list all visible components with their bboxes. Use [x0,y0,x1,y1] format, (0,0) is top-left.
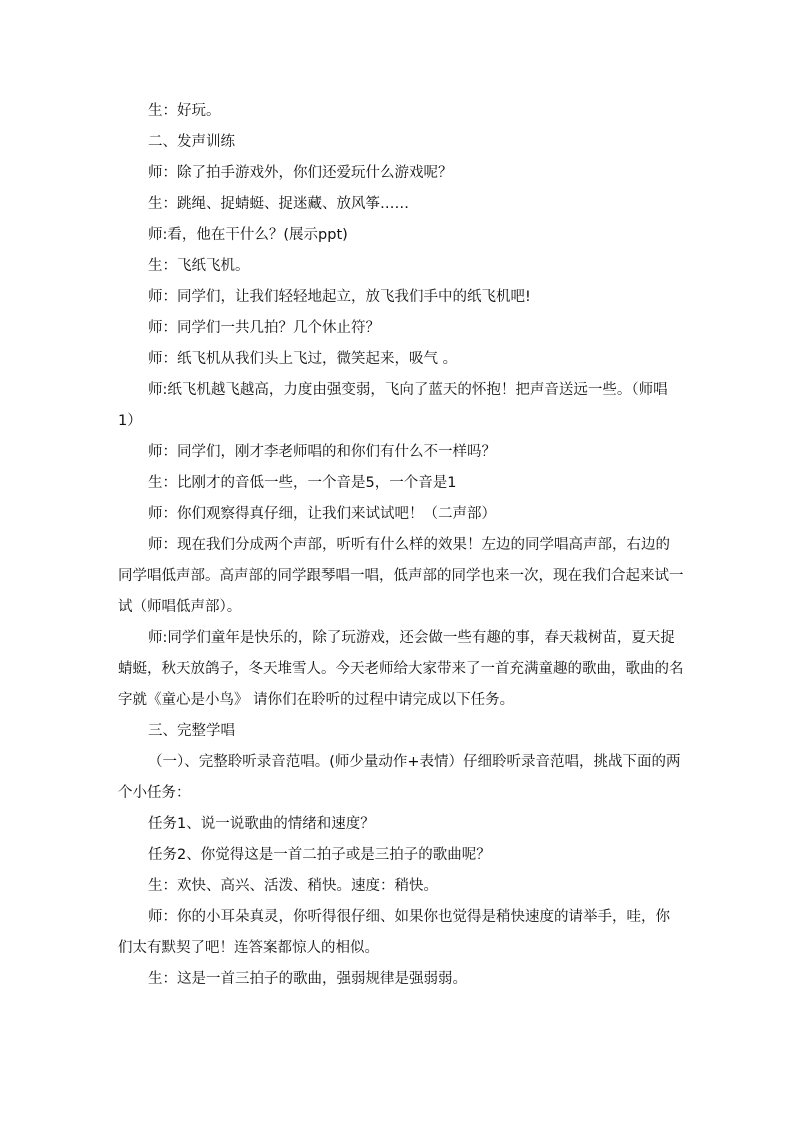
paragraph-teacher-try: 师：你们观察得真仔细，让我们来试试吧！（二声部） [148,506,496,522]
paragraph-task-2: 任务2、你觉得这是一首二拍子或是三拍子的歌曲呢？ [148,847,491,863]
paragraph-student-lower: 生：比刚才的音低一些，一个音是5，一个音是1 [148,475,457,491]
section-heading-full-singing: 三、完整学唱 [148,723,235,739]
lesson-transcript [118,96,684,995]
paragraph-teacher-look: 师:看，他在干什么？(展示ppt) [148,227,348,243]
section-heading-vocal-training: 二、发声训练 [148,134,235,150]
paragraph-teacher-breathe: 师：纸飞机从我们头上飞过，微笑起来，吸气 。 [148,351,458,367]
paragraph-student-fun: 生：好玩。 [148,103,221,119]
paragraph-student-plane: 生：飞纸飞机。 [148,258,250,274]
paragraph-student-triple: 生：这是一首三拍子的歌曲，强弱规律是强弱弱。 [148,971,467,987]
paragraph-teacher-higher: 师:纸飞机越飞越高，力度由强变弱，飞向了蓝天的怀抱！把声音送远一些。（师唱1） [118,382,668,429]
paragraph-student-games: 生：跳绳、捉蜻蜓、捉迷藏、放风筝…… [148,196,409,212]
paragraph-teacher-games: 师：除了拍手游戏外，你们还爱玩什么游戏呢？ [148,165,453,181]
paragraph-teacher-childhood: 师:同学们童年是快乐的，除了玩游戏，还会做一些有趣的事，春天栽树苗，夏天捉蜻蜓，秋天放鸽子，冬天堆雪人。今天老师给大家带来了一首充满童趣的歌曲，歌曲的名字就《童心是小鸟》 请你们在聆听的过程中请完成以下任务。 [118,630,684,708]
paragraph-student-mood: 生：欢快、高兴、活泼、稍快。速度：稍快。 [148,878,438,894]
paragraph-teacher-stand: 师：同学们，让我们轻轻地起立，放飞我们手中的纸飞机吧! [148,289,531,305]
paragraph-teacher-two-parts: 师：现在我们分成两个声部，听听有什么样的效果！左边的同学唱高声部，右边的同学唱低声部。高声部的同学跟琴唱一唱，低声部的同学也来一次，现在我们合起来试一试（师唱低声部）。 [118,537,684,615]
paragraph-teacher-different: 师：同学们，刚才李老师唱的和你们有什么不一样吗？ [148,444,496,460]
paragraph-task-1: 任务1、说一说歌曲的情绪和速度？ [148,816,375,832]
paragraph-teacher-ears: 师：你的小耳朵真灵，你听得很仔细、如果你也觉得是稍快速度的请举手，哇，你们太有默契了吧！连答案都惊人的相似。 [118,909,670,956]
paragraph-listen-recording: （一）、完整聆听录音范唱。(师少量动作+表情）仔细聆听录音范唱，挑战下面的两个小任务： [118,754,681,801]
paragraph-teacher-beats: 师：同学们一共几拍？几个休止符？ [148,320,380,336]
